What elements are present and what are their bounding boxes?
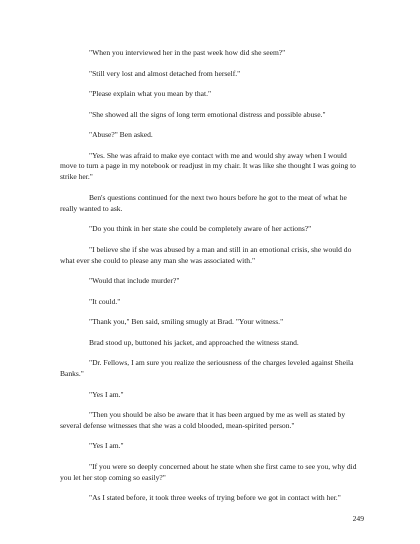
paragraph: "Yes. She was afraid to make eye contact with me and would shy away when I would move to turn a page in my notebook or readjust in my chair. It was like she thought I was going to strike her." — [60, 150, 356, 182]
paragraph: "Would that include murder?" — [89, 276, 180, 286]
paragraph: "Yes I am." — [89, 441, 124, 451]
paragraph: "Still very lost and almost detached from herself." — [89, 68, 241, 78]
paragraph: "She showed all the signs of long term emotional distress and possible abuse." — [89, 109, 326, 119]
page-number: 249 — [352, 514, 364, 523]
paragraph: "Yes I am." — [89, 389, 124, 399]
paragraph: "Please explain what you mean by that." — [89, 89, 212, 98]
paragraph: "Thank you," Ben said, smiling smugly at Brad. "Your witness." — [89, 317, 284, 327]
paragraph: "Then you should be also be aware that it has been argued by me as well as stated by several defense witnesses that she was a cold blooded, mean-spirited person." — [60, 410, 346, 430]
paragraph: "When you interviewed her in the past week how did she seem?" — [89, 48, 286, 57]
paragraph: "As I stated before, it took three weeks of trying before we got in contact with her." — [89, 493, 341, 503]
paragraph: "If you were so deeply concerned about he state when she first came to see you, why did you let her stop coming so easily?" — [60, 461, 357, 482]
paragraph: Ben's questions continued for the next two hours before he got to the meat of what he really wanted to ask. — [60, 192, 347, 213]
paragraph: "I believe she if she was abused by a man and still in an emotional crisis, she would do what ever she could to please any man she was associated with." — [60, 244, 352, 265]
paragraph: "Dr. Fellows, I am sure you realize the seriousness of the charges leveled against Sheila Banks." — [60, 358, 354, 379]
paragraph: "Do you think in her state she could be completely aware of her actions?" — [89, 224, 312, 234]
body-text — [60, 48, 362, 514]
paragraph: "It could." — [89, 296, 121, 306]
paragraph: Brad stood up, buttoned his jacket, and approached the witness stand. — [89, 337, 299, 347]
paragraph: "Abuse?" Ben asked. — [89, 130, 153, 139]
